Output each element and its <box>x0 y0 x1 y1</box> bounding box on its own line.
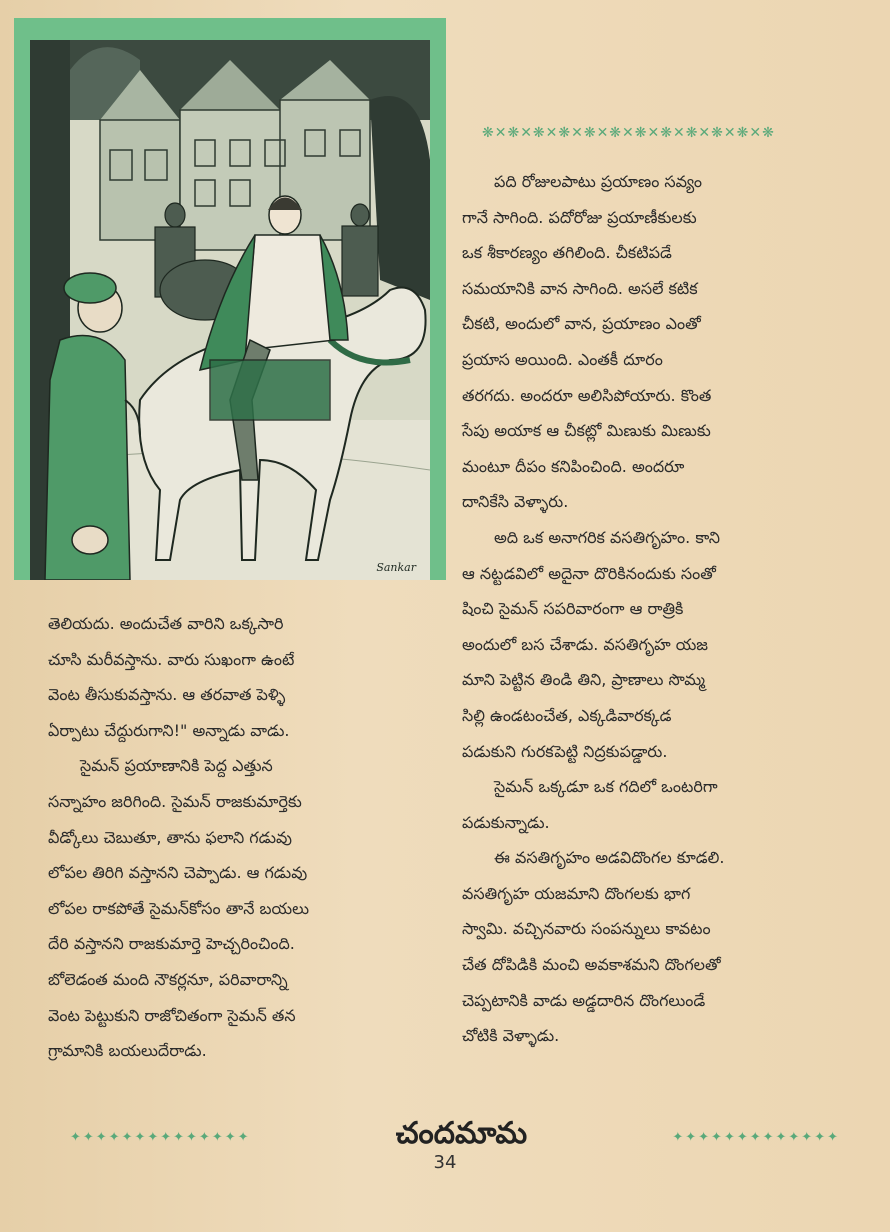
text-line: అందులో బస చేశాడు. వసతిగృహ యజ <box>462 634 709 654</box>
text-line: బోలెడంత మంది నౌకర్లనూ, పరివారాన్ని <box>48 969 288 989</box>
text-line: చీకటి, అందులో వాన, ప్రయాణం ఎంతో <box>462 314 701 334</box>
artist-signature: Sankar <box>376 561 416 574</box>
text-line: వెంట తీసుకువస్తాను. ఆ తరవాత పెళ్ళి <box>48 685 286 705</box>
text-line: చూసి మరీవస్తాను. వారు సుఖంగా ఉంటే <box>48 649 295 669</box>
magazine-title: చందమామ <box>395 1116 528 1151</box>
text-line: తెలియదు. అందుచేత వారిని ఒక్కసారి <box>48 614 284 633</box>
text-line: మాని పెట్టిన తిండి తిని, ప్రాణాలు సొమ్మ <box>462 670 705 690</box>
text-line: గానే సాగింది. పదోరోజు ప్రయాణీకులకు <box>462 207 697 227</box>
text-line: సైమన్ ఒక్కడూ ఒక గదిలో ఒంటరిగా <box>494 777 718 797</box>
page-number: 34 <box>433 1152 457 1173</box>
left-text-column <box>48 606 448 1069</box>
text-line: సన్నాహం జరిగింది. సైమన్ రాజకుమార్తెకు <box>48 791 302 811</box>
text-line: వసతిగృహ యజమాని దొంగలకు భాగ <box>462 883 691 903</box>
illustration-frame <box>14 18 446 580</box>
text-line: లోపల తిరిగి వస్తానని చెప్పాడు. ఆ గడువు <box>48 863 308 883</box>
text-line: సైమన్ ప్రయాణానికి పెద్ద ఎత్తున <box>80 756 273 776</box>
text-line: షించి సైమన్ సపరివారంగా ఆ రాత్రికి <box>462 599 684 619</box>
text-line: లోపల రాకపోతే సైమన్‌కోసం తానే బయలు <box>48 898 309 918</box>
text-line: మంటూ దీపం కనిపించింది. అందరూ <box>462 456 685 476</box>
illustration-drawing <box>30 40 430 580</box>
text-line: ప్రయాస అయింది. ఎంతకీ దూరం <box>462 349 663 369</box>
text-line: ఏర్పాటు చేద్దురుగాని!" అన్నాడు వాడు. <box>48 720 290 740</box>
text-line: పడుకుని గురకపెట్టి నిద్రకుపడ్డారు. <box>462 741 668 761</box>
text-line: సేపు అయాక ఆ చీకట్లో మిణుకు మిణుకు <box>462 421 711 441</box>
text-line: అది ఒక అనాగరిక వసతిగృహం. కాని <box>494 527 720 547</box>
horseman-illustration <box>30 40 430 580</box>
text-line: దేరి వస్తానని రాజకుమార్తె హెచ్చరించింది. <box>48 934 295 954</box>
text-line: పది రోజులపాటు ప్రయాణం సవ్యం <box>494 172 702 191</box>
text-line: ఈ వసతిగృహం అడవిదొంగల కూడలి. <box>494 848 725 868</box>
top-ornament-border <box>482 124 842 142</box>
text-line: స్వామి. వచ్చినవారు సంపన్నులు కావటం <box>462 919 711 939</box>
text-line: దానికేసి వెళ్ళారు. <box>462 492 569 512</box>
text-line: ఒక శీకారణ్యం తగిలింది. చీకటిపడే <box>462 243 672 263</box>
text-line: గ్రామానికి బయలుదేరాడు. <box>48 1041 207 1061</box>
footer-ornament-right: ✦✦✦✦✦✦✦✦✦✦✦✦✦ <box>672 1129 840 1145</box>
text-line: సమయానికి వాన సాగింది. అసలే కటిక <box>462 278 698 298</box>
right-text-column <box>462 164 858 1054</box>
footer-ornament-left: ✦✦✦✦✦✦✦✦✦✦✦✦✦✦ <box>70 1129 251 1145</box>
ornament-pattern: ❋✕❋✕❋✕❋✕❋✕❋✕❋✕❋✕❋✕❋✕❋✕❋ <box>482 125 775 141</box>
text-line: చేత దోపిడికి మంచి అవకాశమని దొంగలతో <box>462 955 721 975</box>
text-line: సిల్లి ఉండటంచేత, ఎక్కడివారక్కడ <box>462 705 672 725</box>
text-line: చోటికి వెళ్ళాడు. <box>462 1026 560 1046</box>
text-line: తరగదు. అందరూ అలిసిపోయారు. కొంత <box>462 385 712 405</box>
page-footer <box>70 1116 840 1152</box>
text-line: పడుకున్నాడు. <box>462 812 550 832</box>
text-line: ఆ నట్టడవిలో అదైనా దొరికినందుకు సంతో <box>462 563 716 583</box>
text-line: వీడ్కోలు చెబుతూ, తాను ఫలాని గడువు <box>48 827 292 847</box>
text-line: చెప్పటానికి వాడు అడ్డదారిన దొంగలుండే <box>462 990 706 1010</box>
text-line: వెంట పెట్టుకుని రాజోచితంగా సైమన్ తన <box>48 1005 296 1025</box>
